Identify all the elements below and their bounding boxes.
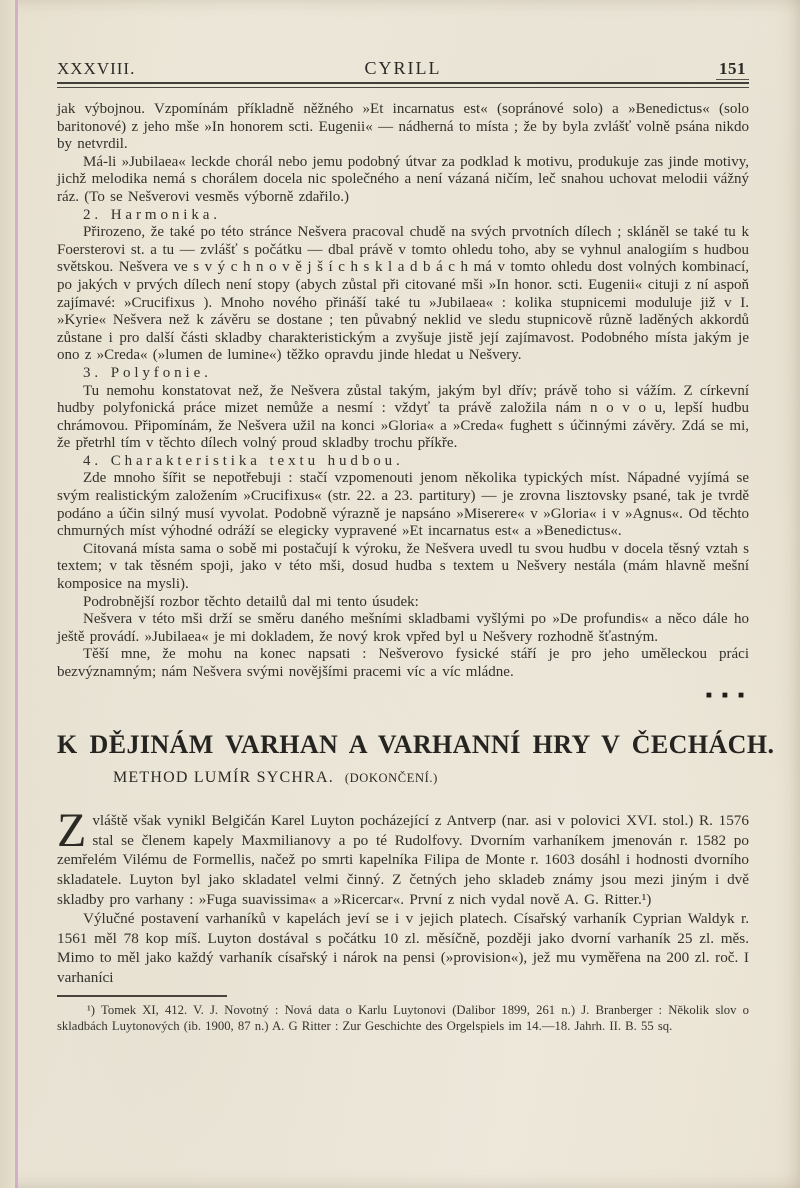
scan-pink-margin-line: [15, 0, 18, 1188]
section-heading-polyfonie: 3. Polyfonie.: [83, 364, 212, 381]
page-content: [57, 58, 775, 1035]
paragraph: Těší mne, že mohu na konec napsati : Nešverovo fysické stáří je pro jeho uměleckou práci bezvýznamným; nám Nešvera svými novějšími pracemi víc a víc mládne.: [57, 646, 749, 680]
byline: [113, 769, 749, 787]
paragraph-with-dropcap: [57, 804, 749, 909]
article-title: K DĚJINÁM VARHAN A VARHANNÍ HRY V ČECHÁCH.: [57, 730, 775, 760]
page-number: 151: [716, 59, 749, 80]
footnote-text: ¹) Tomek XI, 412. V. J. Novotný : Nová data o Karlu Luytonovi (Dalibor 1899, 261 n.) J. Branberger : Několik slov o skladbách Luytonových (ib. 1900, 87 n.) A. G Ritter : Zur Geschichte des Orgelspiels im 14.—18. Jahrh. II. B. 55 sq.: [57, 1002, 749, 1034]
paragraph: Má-li »Jubilaea« leckde chorál nebo jemu podobný útvar za podklad k motivu, produkuje zas jinde motivy, jichž melodika nemá s chorálem docela nic společného a není vázaná ničím, leč snahou uchovat melodii vážný ráz. (To se Nešverovi vesměs výborně zdařilo.): [57, 153, 749, 205]
paragraph: Tu nemohu konstatovat než, že Nešvera zůstal takým, jakým byl dřív; právě toho si vážím. Z církevní hudby polyfonická práce mizet nemůže a nesmí : vždyť ta právě založila nám n o v o u, lepší hudbu chrámovou. Připomínám, že Nešvera užil na konci »Gloria« a »Creda« fughett s účinnými závěry. Zdá se mi, že přetrhl tím v těchto dílech volný proud skladby trochu příkře.: [57, 382, 749, 452]
paragraph: Citovaná místa sama o sobě mi postačují k výroku, že Nešvera uvedl tu svou hudbu v docela těsný vztah s textem; v tak těsném spoji, jako v této mši, dosud hudba s textem u Nešvery nestála (mám hlavně mešní komposice na mysli).: [57, 540, 749, 593]
end-of-article-ornament: ■ ■ ■: [705, 689, 747, 701]
running-header: [57, 58, 749, 79]
scan-edge-shadow: [0, 0, 15, 1188]
page-number-wrap: [518, 59, 749, 79]
footnote-block: [57, 995, 749, 1036]
section-heading-harmonika: 2. Harmonika.: [83, 206, 221, 223]
paragraph-text: vláště však vynikl Belgičán Karel Luyton pocházející z Antverp (nar. asi v polovici XVI. stol.) R. 1576 stal se členem kapely Maxmilianovy a po té Rudolfovy. Dvorním varhaníkem jmenován r. 1582 po zemřelém Vilému de Formellis, načež po smrti kapelníka Filipa de Monte r. 1603 dosáhl i hodnosti dvorního skladatele. Luyton byl jako skladatel velmi činný. Z četných jeho skladeb známy jsou mezi jiným i dvě skladby pro varhany : »Fuga suavissima« a »Ricercar«. První z nich vydal nově A. G. Ritter.¹): [57, 812, 749, 908]
paragraph: Nešvera v této mši drží se směru daného mešními skladbami vyšlými po »De profundis« a něco dále ho ještě provádí. »Jubilaea« je mi dokladem, že nový krok vpřed byl u Nešvery rozhodně šťastným.: [57, 611, 749, 645]
organ-history-article: [57, 730, 775, 987]
organ-article-body: [57, 804, 749, 987]
drop-cap-letter: Z: [57, 804, 87, 858]
continuation-note: (DOKONČENÍ.): [344, 771, 438, 786]
paragraph: Zde mnoho šířit se nepotřebuji : stačí vzpomenouti jenom několika typických míst. Nápadné vyjímá se svým realistickým založením »Crucifixus« (str. 22. a 23. partitury) — je zrovna lisztovsky psané, tak je tvrdě podáno a účin silný musí vyvolat. Podobně výrazně je napsáno »Miserere« v »Gloria« i v »Agnus«. Od těchto chmurných míst výhodné odráží se elegicky vypravené »Et incarnatus est« a »Benedictus«.: [57, 470, 749, 540]
volume-number: XXXVIII.: [57, 59, 136, 78]
paragraph: jak výbojnou. Vzpomínám příkladně něžného »Et incarnatus est« (sopránové solo) a »Benedictus« (solo baritonové) z jeho mše »In honorem scti. Eugenii« — nádherná to místa ; že by byla zvlášť volně psána nikdo by netvrdil.: [57, 101, 749, 153]
review-article-body: [57, 101, 749, 704]
paragraph: Podrobnější rozbor těchto detailů dal mi tento úsudek:: [83, 593, 419, 610]
journal-title: CYRILL: [364, 58, 442, 78]
header-rule: [57, 82, 749, 88]
paragraph: Přirozeno, že také po této stránce Nešvera pracoval chudě na svých prvotních dílech ; skláněl se také tu k Foersterovi st. a tu — zvlášť s počátku — dbal právě v tomto ohledu toho, aby se vyhnul analogiím s hudbou světskou. Nešvera ve s v ý c h n o v ě j š í c h s k l a d b á c h má v tomto ohledu dost volných kombinací, po jakých v prvých dílech není stopy (abych zůstal při citované mši »In honor. scti. Eugenii« cituji z ní aspoň zajímavé: »Crucifixus ). Mnoho nového přináší také tu »Jubilaea« : kolika stupnicemi moduluje již v I. »Kyrie« Nešvera než k závěru se dostane ; ten půvabný neklid ve sledu stupnicově různě laděných akkordů zůstane i pro další části skladby charakteristickým a zvyšuje jistě její zajímavost. Podobného místa jakým je ono z »Creda« (»lumen de lumine«) těžko opravdu jinde hledat u Nešvery.: [57, 224, 749, 364]
footnote-separator-rule: [57, 995, 227, 997]
section-heading-charakteristika: 4. Charakteristika textu hudbou.: [83, 452, 404, 469]
author-name: METHOD LUMÍR SYCHRA.: [113, 769, 334, 787]
paragraph: Výlučné postavení varhaníků v kapelách jeví se i v jejich platech. Císařský varhaník Cyprian Waldyk r. 1561 měl 78 kop míš. Luyton dostával s počátku 10 zl. měsíčně, později jako dvorní varhaník 25 zl. měs. Mimo to měl jako každý varhaník císařský i nárok na pensi (»provision«), jež mu vyměřena na 200 zl. roč. I varhaníci: [57, 910, 749, 986]
